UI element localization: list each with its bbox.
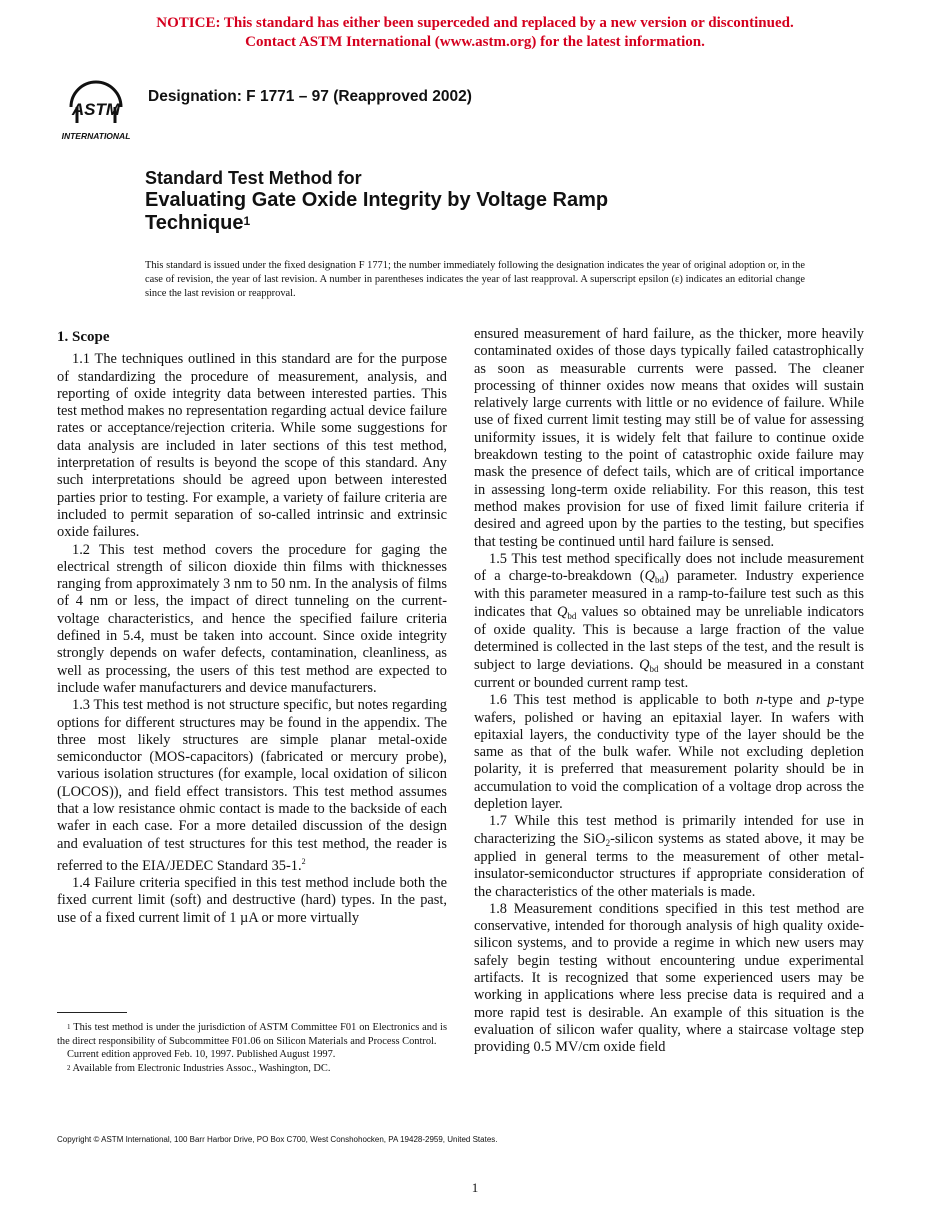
paragraph-1-7: 1.7 While this test method is primarily intended for use in characterizing the SiO$_2$-silicon systems as stated above, it may be applied in general terms to the measurement of other metal-insulator-semiconductor structures if appropriate consideration of the characteristics of the other materials is made. [474, 813, 864, 900]
paragraph-1-2: 1.2 This test method covers the procedure for gaging the electrical strength of silicon dioxide thin films with thicknesses ranging from approximately 3 nm to 50 nm. In the analysis of films of 4 nm or less, the impact of direct tunneling on the current-voltage characteristics, and hence the specified failure criteria defined in 5.4, must be taken into account. Since oxide integrity strongly depends on wafer defects, contamination, cleanliness, as well as processing, the users of this test method are expected to include wafer manufacturers and device manufacturers. [57, 541, 447, 696]
issued-note: This standard is issued under the fixed designation F 1771; the number immediately following the designation indicates the year of original adoption or, in the case of revision, the year of last revision. A number in parentheses indicates the year of last reapproval. A superscript epsilon (ε) indicates an editorial change since the last revision or reapproval. [145, 260, 805, 299]
title-line-2: Evaluating Gate Oxide Integrity by Voltage Ramp [145, 189, 609, 211]
footnote-2: $^2$ Available from Electronic Industries Assoc., Washington, DC. [67, 1062, 331, 1074]
footnote-divider [57, 1012, 127, 1013]
paragraph-1-4-continued: ensured measurement of hard failure, as the thicker, more heavily contaminated oxides of those days typically failed catastrophically as soon as measurable currents were passed. The cleaner processing of thinner oxides now means that oxides will sustain relatively large currents with little or no evidence of failure. While use of fixed current limit testing may still be of value for assessing uniformity issues, it is widely felt that failure to continue oxide breakdown testing to the point of catastrophic oxide failure may mask the presence of defect tails, which are of critical importance in assessing long-term oxide reliability. For this reason, this test method makes provision for use of fixed limit failure criteria if desired and agreed upon by the parties to the testing, but specifies that testing be continued until hard failure is sensed. [474, 326, 864, 550]
title-footnote-mark: 1 [243, 214, 251, 228]
paragraph-1-3: 1.3 This test method is not structure specific, but notes regarding options for different structures may be found in the appendix. The three most likely structures are simple planar metal-oxide semiconductor (MOS-capacitors) (fabricated or mercury probe), various isolation structures (for example, local oxidation of silicon (LOCOS)), and field effect transistors. This test method assumes that a low resistance ohmic contact is made to the backside of each wafer in each case. For a more detailed discussion of the design and evaluation of test structures for this test method, the reader is referred to the EIA/JEDEC Standard 35-1.$^2$ [57, 697, 447, 874]
designation: Designation: F 1771 – 97 (Reapproved 2002) [148, 88, 472, 105]
astm-logo [57, 73, 135, 143]
section-heading-scope: 1. Scope [57, 329, 110, 345]
title-line-3: Technique$^1$ [145, 212, 251, 234]
paragraph-1-1: 1.1 The techniques outlined in this standard are for the purpose of standardizing the procedure of measurement, analysis, and reporting of oxide integrity data between interested parties. This test method makes no representation regarding actual device failure rates or acceptance/rejection criteria. While some suggestions for data analysis are included in later sections of this test method, interpretation of results is beyond the scope of this standard. Any such interpretations should be agreed upon between interested parties prior to testing. For example, a variety of failure criteria are included to permit separation of so-called intrinsic and extrinsic oxide failures. [57, 351, 447, 541]
title-line-1: Standard Test Method for [145, 168, 362, 188]
discontinued-notice [0, 14, 950, 52]
footnote-1-edition: Current edition approved Feb. 10, 1997. Published August 1997. [67, 1049, 336, 1060]
left-column [57, 326, 447, 927]
right-column [474, 326, 864, 1056]
page-number: 1 [471, 1180, 479, 1195]
copyright: Copyright © ASTM International, 100 Barr Harbor Drive, PO Box C700, West Conshohocken, PA 19428-2959, United States. [57, 1135, 498, 1144]
footnote-1: $^1$ This test method is under the jurisdiction of ASTM Committee F01 on Electronics and is the direct responsibility of Subcommittee F01.06 on Silicon Materials and Process Control. [57, 1022, 447, 1047]
paragraph-1-6: 1.6 This test method is applicable to both n-type and p-type wafers, polished or having an epitaxial layer. In wafers with epitaxial layers, the conductivity type of the layer should be the same as that of the bulk wafer. While not excluding depletion polarity, it is preferred that measurement polarity should be in accumulation to void the complication of a voltage drop across the depletion layer. [474, 692, 865, 813]
paragraph-1-4: 1.4 Failure criteria specified in this test method include both the fixed current limit (soft) and destructive (hard) types. In the past, use of a fixed current limit of 1 µA or more virtually [57, 875, 447, 926]
footnote-ref-2: 2 [301, 856, 306, 866]
logo-subtext: INTERNATIONAL [61, 131, 131, 141]
footnotes [57, 1021, 447, 1075]
paragraph-1-8: 1.8 Measurement conditions specified in this test method are conservative, intended for thorough analysis of high quality oxide-silicon systems, and to provide a regime in which new users may safely begin testing without encountering undue experimental artifacts. It is recognized that some experienced users may be working in applications where less precise data is required and a more rapid test is desirable. An example of this situation is the evaluation of silicon wafer quality, where a staircase voltage step providing 0.5 MV/cm oxide field [474, 900, 864, 1056]
logo-text: ASTM [71, 100, 121, 119]
paragraph-1-5: 1.5 This test method specifically does not include measurement of a charge-to-breakdown $(Q_{bd})$ parameter. Industry experience with this parameter measured in a ramp-to-failure test such as this indicates that $Q_{bd}$ values so obtained may be unreliable indicators of oxide quality. This is because a large fraction of the value determined is collected in the last steps of the test, and the result is subject to large deviations. $Q_{bd}$ should be measured in a constant current or bounded current ramp test. [474, 550, 865, 691]
notice-line-2: Contact ASTM International (www.astm.org) for the latest information. [245, 34, 705, 50]
document-title [145, 167, 785, 235]
notice-line-1: NOTICE: This standard has either been superceded and replaced by a new version or discontinued. [156, 15, 794, 31]
